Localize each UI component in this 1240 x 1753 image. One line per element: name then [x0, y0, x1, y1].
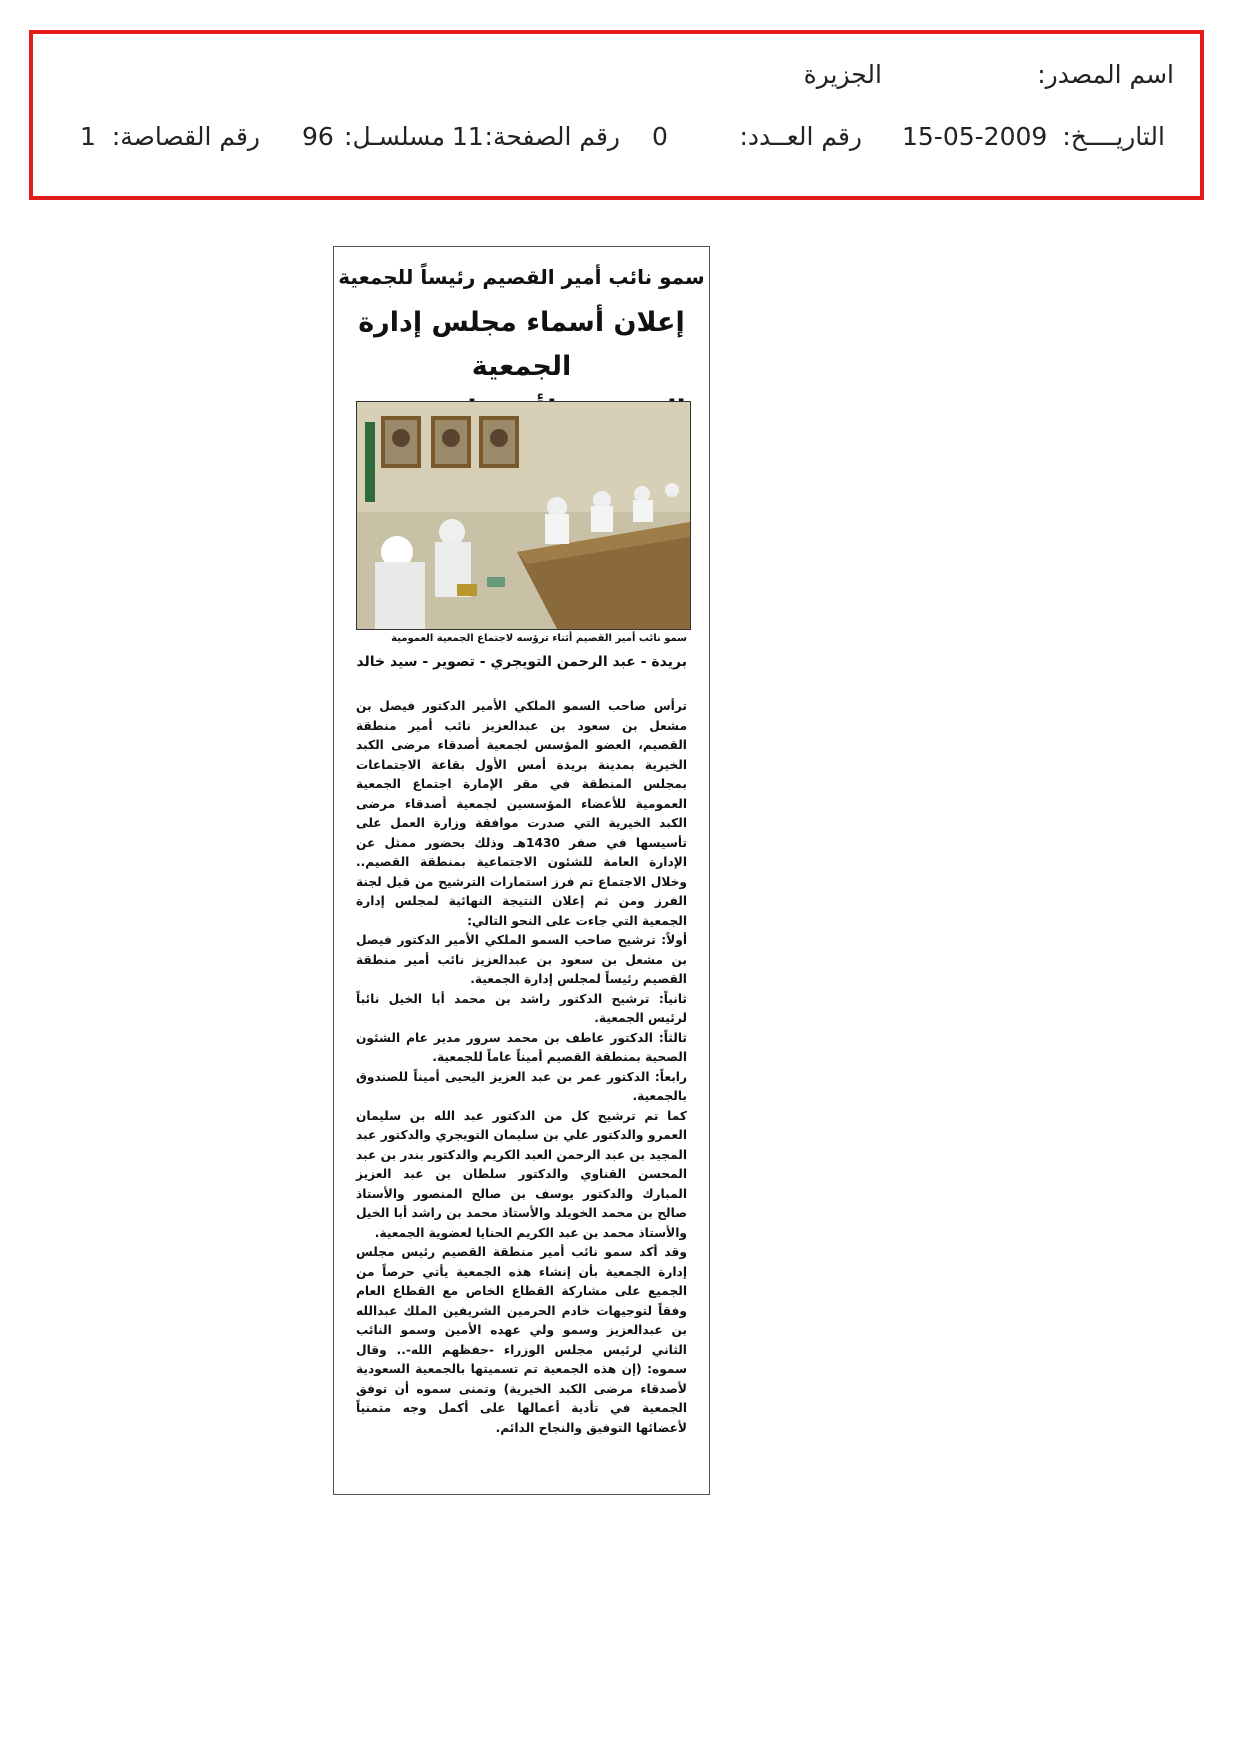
clipping-metadata-box: [29, 30, 1204, 200]
article-byline: بريدة - عبد الرحمن التويجري - تصوير - سيد خالد: [356, 654, 687, 670]
article-paragraph: ترأس صاحب السمو الملكي الأمير الدكتور فيصل بن مشعل بن سعود بن عبدالعزيز نائب أمير منطقة القصيم، العضو المؤسس لجمعية أصدقاء مرضى الكبد الخيرية بمدينة بريدة أمس الأول بقاعة الاجتماعات بمجلس المنطقة في مقر الإمارة اجتماع الجمعية العمومية للأعضاء المؤسسين لجمعية أصدقاء مرضى الكبد الخيرية التي صدرت موافقة وزارة العمل على تأسيسها في صفر 1430هـ وذلك بحضور ممثل عن الإدارة العامة للشئون الاجتماعية بمنطقة القصيم.. وخلال الاجتماع تم فرز استمارات الترشيح من قبل لجنة الفرز ومن ثم إعلان النتيجة النهائية لمجلس إدارة الجمعية التي جاءت على النحو التالي:: [356, 699, 687, 928]
serial-label: مسلسـل:: [344, 122, 445, 151]
meeting-photo-illustration: [357, 402, 690, 629]
page-label: رقم الصفحة:: [484, 122, 620, 151]
article-body: [356, 697, 687, 1438]
clip-number-label: رقم القصاصة:: [111, 122, 260, 151]
article-paragraph: كما تم ترشيح كل من الدكتور عبد الله بن سليمان العمرو والدكتور علي بن سليمان التويجري والدكتور عبد المجيد بن عبد الرحمن العبد الكريم والدكتور بندر بن عبد المحسن القناوي والدكتور سلطان بن عبد العزيز المبارك والدكتور يوسف بن صالح المنصور والأستاذ صالح بن محمد الخويلد والأستاذ محمد بن راشد أبا الخيل والأستاذ محمد بن عبد الكريم الحنايا لعضوية الجمعية.: [356, 1108, 687, 1240]
article-paragraph: ثانياً: ترشيح الدكتور راشد بن محمد أبا الخيل نائباً لرئيس الجمعية.: [356, 991, 687, 1025]
article-kicker: سمو نائب أمير القصيم رئيساً للجمعية: [338, 265, 705, 289]
source-label: اسم المصدر:: [1037, 60, 1174, 89]
issue-label: رقم العــدد:: [739, 122, 862, 151]
meeting-photo: [356, 401, 691, 630]
photo-caption: سمو نائب أمير القصيم أثناء ترؤسه لاجتماع الجمعية العمومية: [391, 633, 687, 644]
serial-value: 11: [452, 122, 484, 151]
source-value: الجزيرة: [803, 60, 882, 89]
newspaper-clipping: [333, 246, 710, 1495]
clip-number-value: 96: [302, 122, 334, 151]
article-paragraph: ثالثاً: الدكتور عاطف بن محمد سرور مدير عام الشئون الصحية بمنطقة القصيم أميناً عاماً للجمعية.: [356, 1030, 687, 1064]
headline-line-1: إعلان أسماء مجلس إدارة الجمعية: [358, 307, 685, 382]
extra-value: 1: [80, 122, 96, 151]
article-paragraph: رابعاً: الدكتور عمر بن عبد العزيز اليحيى أميناً للصندوق بالجمعية.: [356, 1069, 687, 1103]
article-paragraph: وقد أكد سمو نائب أمير منطقة القصيم رئيس مجلس إدارة الجمعية بأن إنشاء هذه الجمعية يأتي حرصاً من الجميع على مشاركة القطاع الخاص مع القطاع العام وفقاً لتوجيهات خادم الحرمين الشريفين الملك عبدالله بن عبدالعزيز وسمو ولي عهده الأمين وسمو النائب الثاني لرئيس مجلس الوزراء -حفظهم الله-.. وقال سموه: (إن هذه الجمعية تم تسميتها بالجمعية السعودية لأصدقاء مرضى الكبد الخيرية) وتمنى سموه أن توفق الجمعية في تأدية أعمالها على أكمل وجه متمنياً لأعضائها التوفيق والنجاح الدائم.: [356, 1245, 687, 1435]
page-value: 0: [652, 122, 668, 151]
date-value: 15-05-2009: [902, 122, 1048, 151]
article-paragraph: أولاً: ترشيح صاحب السمو الملكي الأمير الدكتور فيصل بن مشعل بن سعود بن عبدالعزيز نائب أمير منطقة القصيم رئيساً لمجلس إدارة الجمعية.: [356, 933, 687, 986]
date-label: التاريــــخ:: [1062, 122, 1165, 151]
